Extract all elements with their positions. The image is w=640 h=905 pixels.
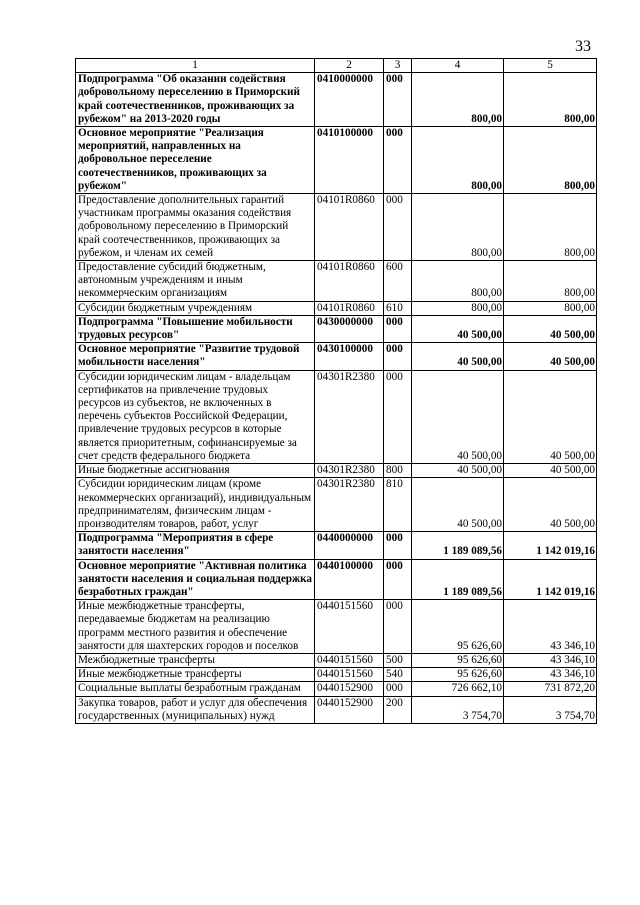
row-value-2020-cell: 43 346,10 <box>504 653 597 667</box>
row-name-cell: Иные бюджетные ассигнования <box>76 464 315 478</box>
row-type-cell: 000 <box>384 73 412 127</box>
row-type-cell: 000 <box>384 370 412 463</box>
row-type-cell: 610 <box>384 301 412 315</box>
row-value-2019-cell: 800,00 <box>412 261 504 302</box>
row-value-2020-cell: 800,00 <box>504 194 597 261</box>
row-value-2019-cell: 800,00 <box>412 127 504 194</box>
row-value-2020-cell: 1 142 019,16 <box>504 532 597 559</box>
row-code-cell: 0440151560 <box>315 600 384 654</box>
row-name-cell: Социальные выплаты безработным гражданам <box>76 682 315 696</box>
row-value-2019-cell: 40 500,00 <box>412 478 504 532</box>
table-row <box>76 315 597 342</box>
row-type-cell: 500 <box>384 653 412 667</box>
row-type-cell: 540 <box>384 668 412 682</box>
table-row <box>76 478 597 532</box>
row-type-cell: 000 <box>384 315 412 342</box>
table-row <box>76 532 597 559</box>
table-row <box>76 370 597 463</box>
row-code-cell: 04101R0860 <box>315 261 384 302</box>
row-code-cell: 0410000000 <box>315 73 384 127</box>
row-code-cell: 04101R0860 <box>315 301 384 315</box>
row-value-2019-cell: 40 500,00 <box>412 343 504 370</box>
row-value-2019-cell: 40 500,00 <box>412 315 504 342</box>
row-value-2020-cell: 40 500,00 <box>504 370 597 463</box>
row-name-cell: Закупка товаров, работ и услуг для обеспечения государственных (муниципальных) нужд <box>76 696 315 723</box>
row-code-cell: 0440152900 <box>315 682 384 696</box>
table-row <box>76 73 597 127</box>
row-type-cell: 000 <box>384 127 412 194</box>
row-code-cell: 04301R2380 <box>315 478 384 532</box>
table-row <box>76 464 597 478</box>
row-value-2019-cell: 800,00 <box>412 194 504 261</box>
table-row <box>76 194 597 261</box>
row-value-2020-cell: 800,00 <box>504 127 597 194</box>
row-value-2020-cell: 800,00 <box>504 261 597 302</box>
row-value-2019-cell: 95 626,60 <box>412 668 504 682</box>
row-value-2020-cell: 1 142 019,16 <box>504 559 597 600</box>
row-type-cell: 800 <box>384 464 412 478</box>
row-value-2020-cell: 731 872,20 <box>504 682 597 696</box>
row-name-cell: Подпрограмма "Об оказании содействия добровольному переселению в Приморский край соотечественников, проживающих за рубежом" на 2013-2020 годы <box>76 73 315 127</box>
row-name-cell: Субсидии юридическим лицам - владельцам сертификатов на привлечение трудовых ресурсов из субъектов, не включенных в перечень субъектов Российской Федерации, привлечение трудовых ресурсов в которые является приоритетным, софинансируемые за счет средств федерального бюджета <box>76 370 315 463</box>
row-value-2019-cell: 40 500,00 <box>412 464 504 478</box>
row-value-2019-cell: 1 189 089,56 <box>412 559 504 600</box>
table-row <box>76 653 597 667</box>
row-type-cell: 000 <box>384 682 412 696</box>
row-type-cell: 000 <box>384 194 412 261</box>
row-name-cell: Подпрограмма "Повышение мобильности трудовых ресурсов" <box>76 315 315 342</box>
row-code-cell: 0410100000 <box>315 127 384 194</box>
row-value-2019-cell: 40 500,00 <box>412 370 504 463</box>
row-code-cell: 0440151560 <box>315 668 384 682</box>
row-code-cell: 0440151560 <box>315 653 384 667</box>
row-name-cell: Субсидии юридическим лицам (кроме некоммерческих организаций), индивидуальным предпринимателям, физическим лицам - производителям товаров, работ, услуг <box>76 478 315 532</box>
table-row <box>76 696 597 723</box>
row-type-cell: 600 <box>384 261 412 302</box>
header-row <box>76 59 597 73</box>
row-value-2019-cell: 95 626,60 <box>412 600 504 654</box>
row-value-2019-cell: 726 662,10 <box>412 682 504 696</box>
row-code-cell: 0440100000 <box>315 559 384 600</box>
row-code-cell: 0430100000 <box>315 343 384 370</box>
row-code-cell: 04101R0860 <box>315 194 384 261</box>
header-col-4: 4 <box>412 59 504 73</box>
row-code-cell: 0440152900 <box>315 696 384 723</box>
row-name-cell: Субсидии бюджетным учреждениям <box>76 301 315 315</box>
row-value-2020-cell: 43 346,10 <box>504 668 597 682</box>
row-name-cell: Предоставление дополнительных гарантий участникам программы оказания содействия добровольному переселению в Приморский край соотечественников, проживающих за рубежом, и членам их семей <box>76 194 315 261</box>
page-number: 33 <box>575 38 591 55</box>
table-row <box>76 559 597 600</box>
header-col-2: 2 <box>315 59 384 73</box>
row-type-cell: 000 <box>384 600 412 654</box>
row-name-cell: Иные межбюджетные трансферты, передаваемые бюджетам на реализацию программ местного развития и обеспечение занятости для шахтерских городов и поселков <box>76 600 315 654</box>
row-value-2019-cell: 1 189 089,56 <box>412 532 504 559</box>
table-row <box>76 600 597 654</box>
row-name-cell: Межбюджетные трансферты <box>76 653 315 667</box>
row-type-cell: 810 <box>384 478 412 532</box>
table-row <box>76 682 597 696</box>
row-name-cell: Предоставление субсидий бюджетным, автономным учреждениям и иным некоммерческим организациям <box>76 261 315 302</box>
header-col-1: 1 <box>76 59 315 73</box>
row-type-cell: 000 <box>384 532 412 559</box>
row-value-2020-cell: 800,00 <box>504 301 597 315</box>
row-value-2020-cell: 800,00 <box>504 73 597 127</box>
row-value-2019-cell: 800,00 <box>412 301 504 315</box>
row-value-2020-cell: 3 754,70 <box>504 696 597 723</box>
budget-table <box>75 58 597 724</box>
table-body <box>76 73 597 724</box>
row-type-cell: 000 <box>384 343 412 370</box>
row-value-2020-cell: 43 346,10 <box>504 600 597 654</box>
row-name-cell: Основное мероприятие "Развитие трудовой мобильности населения" <box>76 343 315 370</box>
row-value-2019-cell: 800,00 <box>412 73 504 127</box>
row-value-2020-cell: 40 500,00 <box>504 464 597 478</box>
row-type-cell: 200 <box>384 696 412 723</box>
row-code-cell: 04301R2380 <box>315 464 384 478</box>
row-name-cell: Подпрограмма "Мероприятия в сфере занятости населения" <box>76 532 315 559</box>
table-row <box>76 343 597 370</box>
row-value-2019-cell: 95 626,60 <box>412 653 504 667</box>
table-row <box>76 261 597 302</box>
header-col-3: 3 <box>384 59 412 73</box>
table-row <box>76 127 597 194</box>
table-row <box>76 301 597 315</box>
row-value-2019-cell: 3 754,70 <box>412 696 504 723</box>
row-name-cell: Иные межбюджетные трансферты <box>76 668 315 682</box>
header-col-5: 5 <box>504 59 597 73</box>
row-name-cell: Основное мероприятие "Активная политика занятости населения и социальная поддержка безработных граждан" <box>76 559 315 600</box>
row-type-cell: 000 <box>384 559 412 600</box>
row-value-2020-cell: 40 500,00 <box>504 343 597 370</box>
row-code-cell: 0430000000 <box>315 315 384 342</box>
row-value-2020-cell: 40 500,00 <box>504 478 597 532</box>
row-code-cell: 04301R2380 <box>315 370 384 463</box>
row-name-cell: Основное мероприятие "Реализация мероприятий, направленных на добровольное переселение соотечественников, проживающих за рубежом" <box>76 127 315 194</box>
table-row <box>76 668 597 682</box>
row-code-cell: 0440000000 <box>315 532 384 559</box>
row-value-2020-cell: 40 500,00 <box>504 315 597 342</box>
